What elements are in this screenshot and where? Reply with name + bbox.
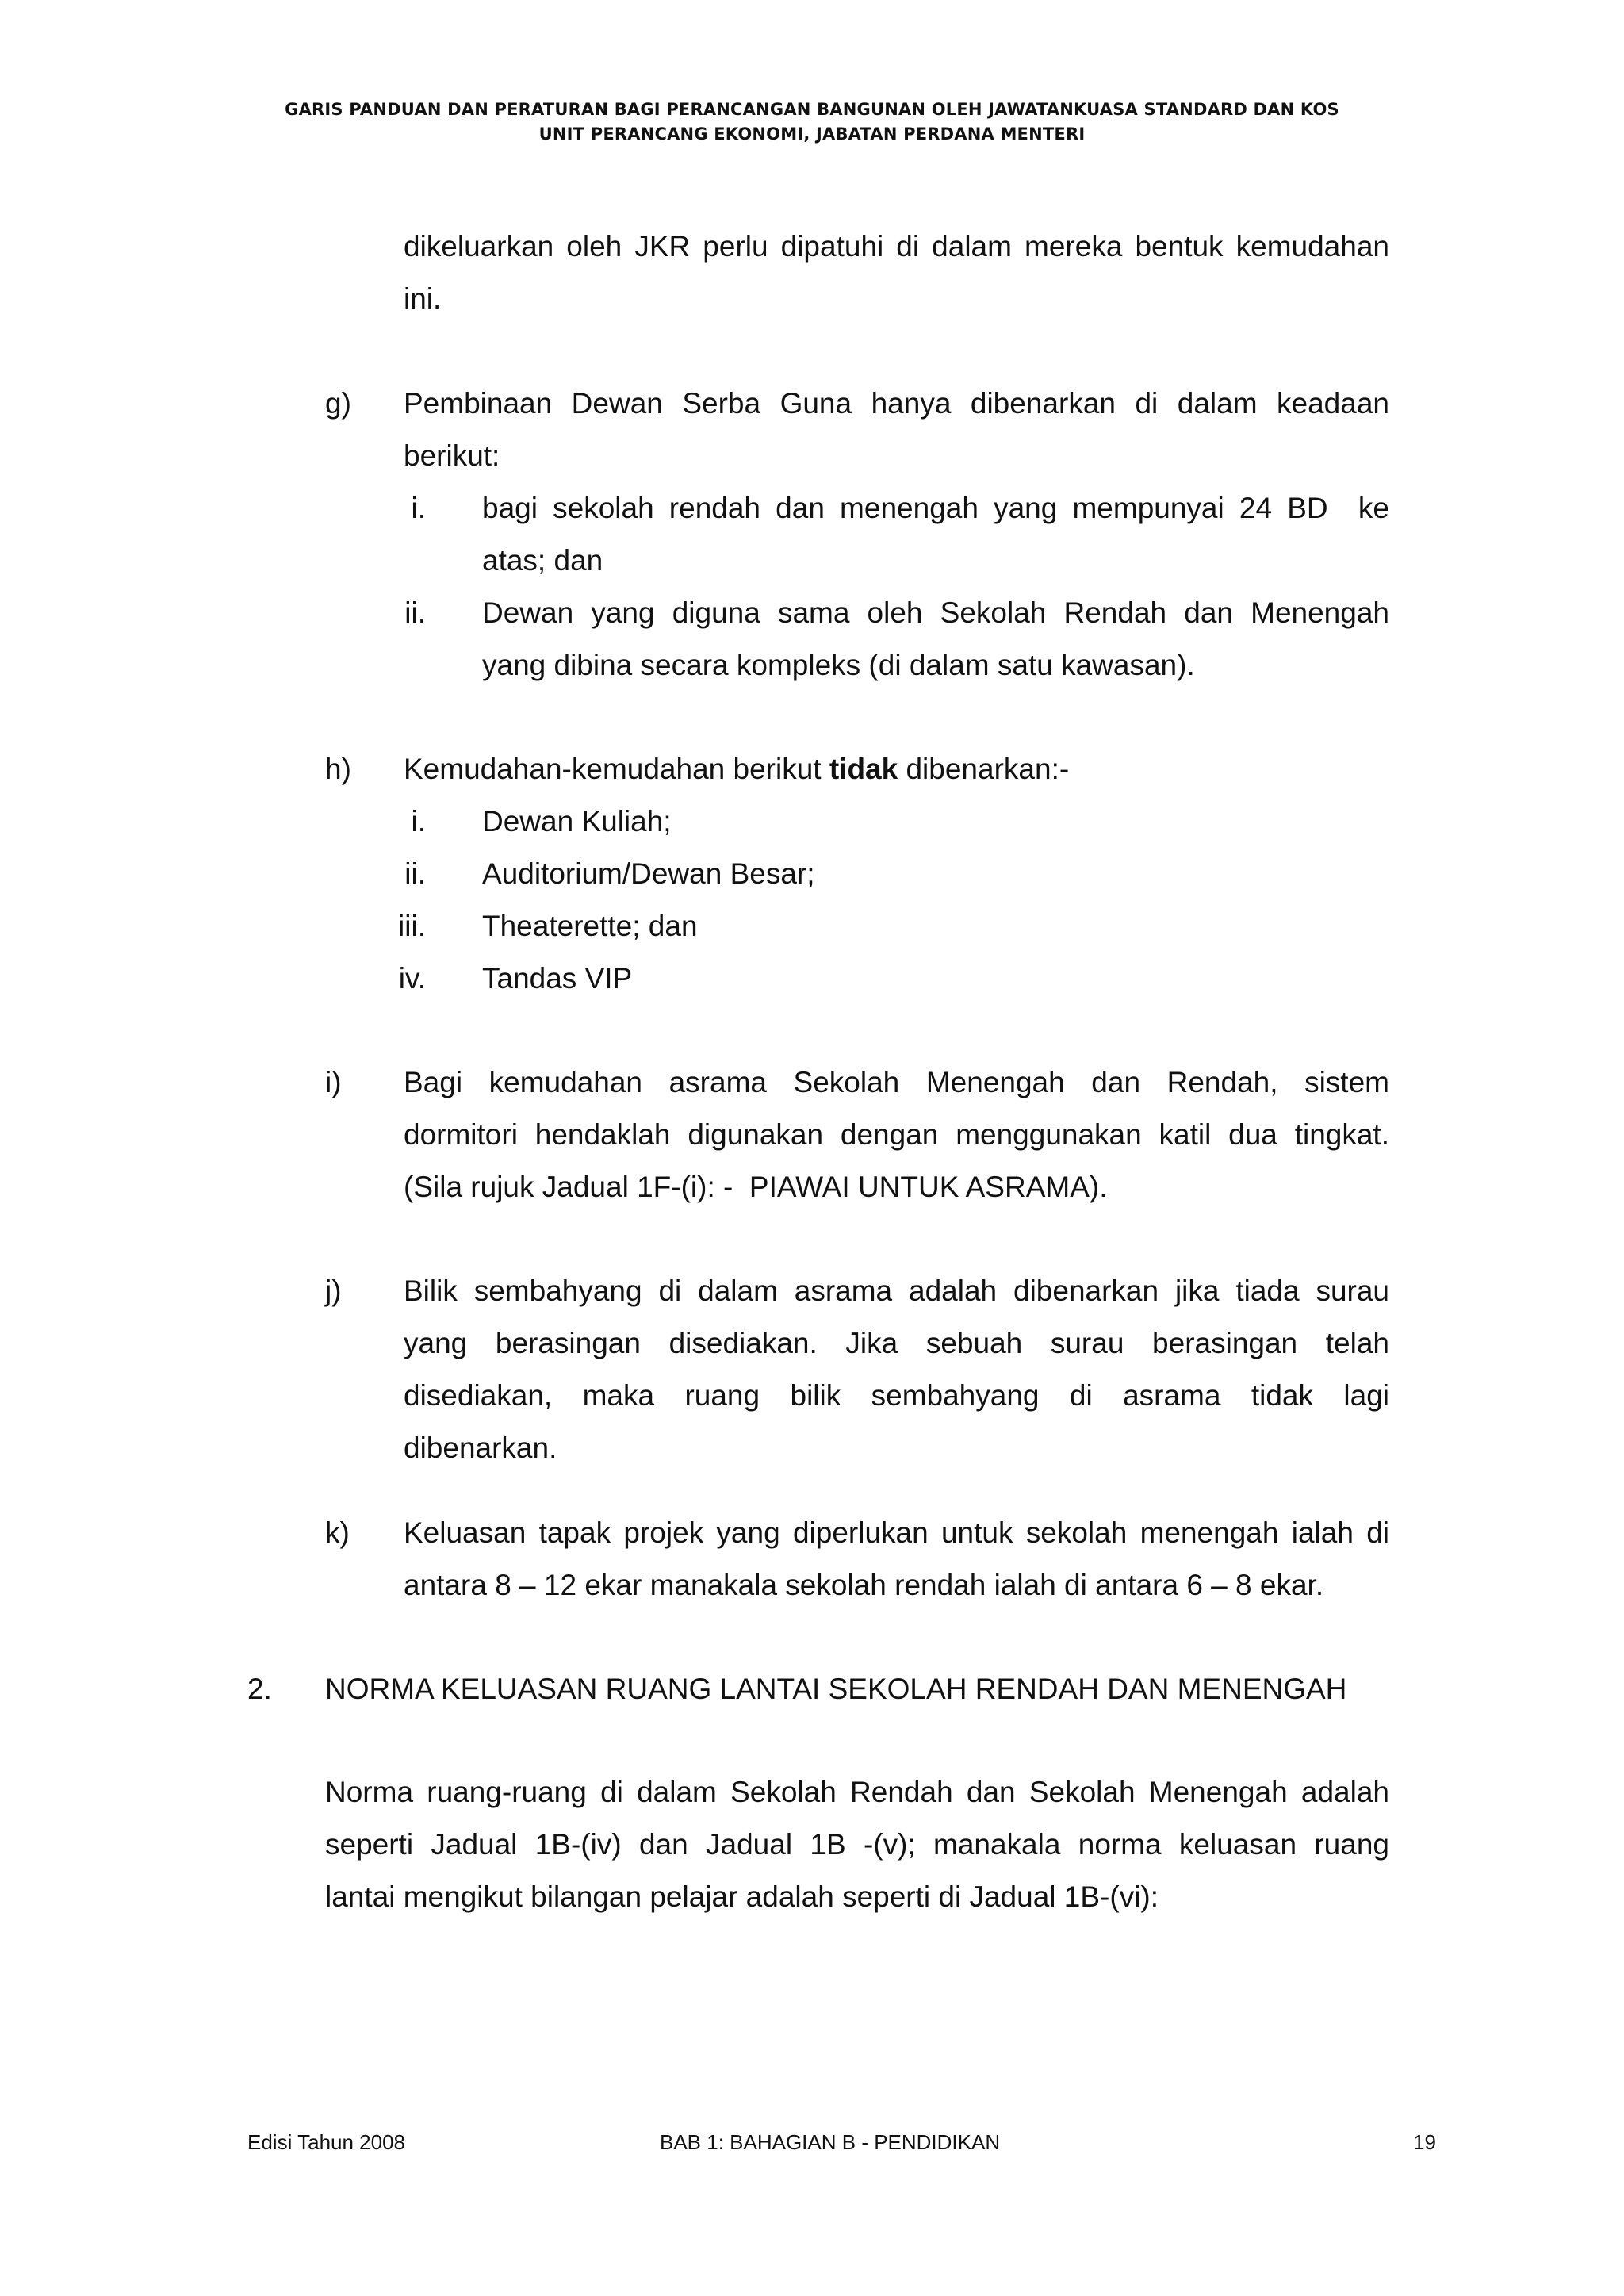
item-h-sub-2-marker: ii. (404, 857, 426, 890)
item-h-text-before: Kemudahan-kemudahan berikut (404, 753, 829, 785)
section-2-line-1: Norma ruang-ruang di dalam Sekolah Rendah dan Sekolah Menengah adalah (325, 1776, 1389, 1808)
item-k-line-2: antara 8 – 12 ekar manakala sekolah rendah ialah di antara 6 – 8 ekar. (404, 1569, 1324, 1601)
item-h-sub-2-text: Auditorium/Dewan Besar; (482, 857, 815, 890)
section-2-line-2: seperti Jadual 1B-(iv) dan Jadual 1B -(v); manakala norma keluasan ruang (325, 1828, 1389, 1861)
item-h-sub-4-text: Tandas VIP (482, 962, 633, 995)
item-g-sub-2-marker: ii. (404, 596, 426, 629)
item-g-sub-2-line-2: yang dibina secara kompleks (di dalam satu kawasan). (482, 649, 1195, 681)
header-line-1: GARIS PANDUAN DAN PERATURAN BAGI PERANCANGAN BANGUNAN OLEH JAWATANKUASA STANDARD DAN KOS (285, 100, 1339, 119)
item-g-sub-1-marker: i. (411, 492, 426, 524)
item-k-marker: k) (325, 1516, 350, 1549)
item-h-sub-1-marker: i. (411, 805, 426, 838)
item-h-text-after: dibenarkan:- (898, 753, 1070, 785)
item-h-text (404, 743, 1069, 795)
footer-edition: Edisi Tahun 2008 (247, 2130, 406, 2154)
item-g-sub-2-line-1: Dewan yang diguna sama oleh Sekolah Rendah dan Menengah (482, 596, 1389, 629)
item-g-line-1: Pembinaan Dewan Serba Guna hanya dibenarkan di dalam keadaan (404, 387, 1389, 420)
item-j-line-4: dibenarkan. (404, 1432, 557, 1464)
item-i-line-1: Bagi kemudahan asrama Sekolah Menengah dan Rendah, sistem (404, 1066, 1389, 1098)
document-header (0, 98, 1624, 147)
item-i-marker: i) (325, 1066, 342, 1098)
item-j-line-1: Bilik sembahyang di dalam asrama adalah dibenarkan jika tiada surau (404, 1274, 1389, 1307)
item-g-line-2: berikut: (404, 439, 500, 472)
item-h-sub-3-text: Theaterette; dan (482, 910, 698, 942)
item-j-marker: j) (325, 1274, 342, 1307)
footer-chapter: BAB 1: BAHAGIAN B - PENDIDIKAN (660, 2130, 1001, 2154)
item-h-text-bold: tidak (829, 753, 898, 785)
item-h-marker: h) (325, 753, 351, 785)
item-h-sub-4-marker: iv. (398, 962, 426, 995)
continuation-line-2: ini. (404, 282, 442, 315)
item-g-sub-1-line-2: atas; dan (482, 544, 603, 577)
item-g-marker: g) (325, 387, 351, 420)
item-g-sub-1-line-1: bagi sekolah rendah dan menengah yang mempunyai 24 BD ke (482, 492, 1389, 524)
item-j-line-2: yang berasingan disediakan. Jika sebuah surau berasingan telah (404, 1327, 1389, 1359)
header-line-2: UNIT PERANCANG EKONOMI, JABATAN PERDANA MENTERI (538, 125, 1086, 144)
item-i-line-3: (Sila rujuk Jadual 1F-(i): - PIAWAI UNTUK ASRAMA). (404, 1171, 1108, 1203)
section-2-number: 2. (247, 1673, 272, 1705)
section-2-line-3: lantai mengikut bilangan pelajar adalah seperti di Jadual 1B-(vi): (325, 1880, 1159, 1913)
continuation-line-1: dikeluarkan oleh JKR perlu dipatuhi di dalam mereka bentuk kemudahan (404, 230, 1389, 263)
item-h-sub-3-marker: iii. (398, 910, 426, 942)
item-j-line-3: disediakan, maka ruang bilik sembahyang di asrama tidak lagi (404, 1379, 1389, 1412)
section-2-heading: NORMA KELUASAN RUANG LANTAI SEKOLAH RENDAH DAN MENENGAH (325, 1673, 1347, 1705)
footer-page-number: 19 (1413, 2130, 1436, 2154)
item-k-line-1: Keluasan tapak projek yang diperlukan untuk sekolah menengah ialah di (404, 1516, 1389, 1549)
item-h-sub-1-text: Dewan Kuliah; (482, 805, 672, 838)
item-i-line-2: dormitori hendaklah digunakan dengan menggunakan katil dua tingkat. (404, 1118, 1389, 1151)
